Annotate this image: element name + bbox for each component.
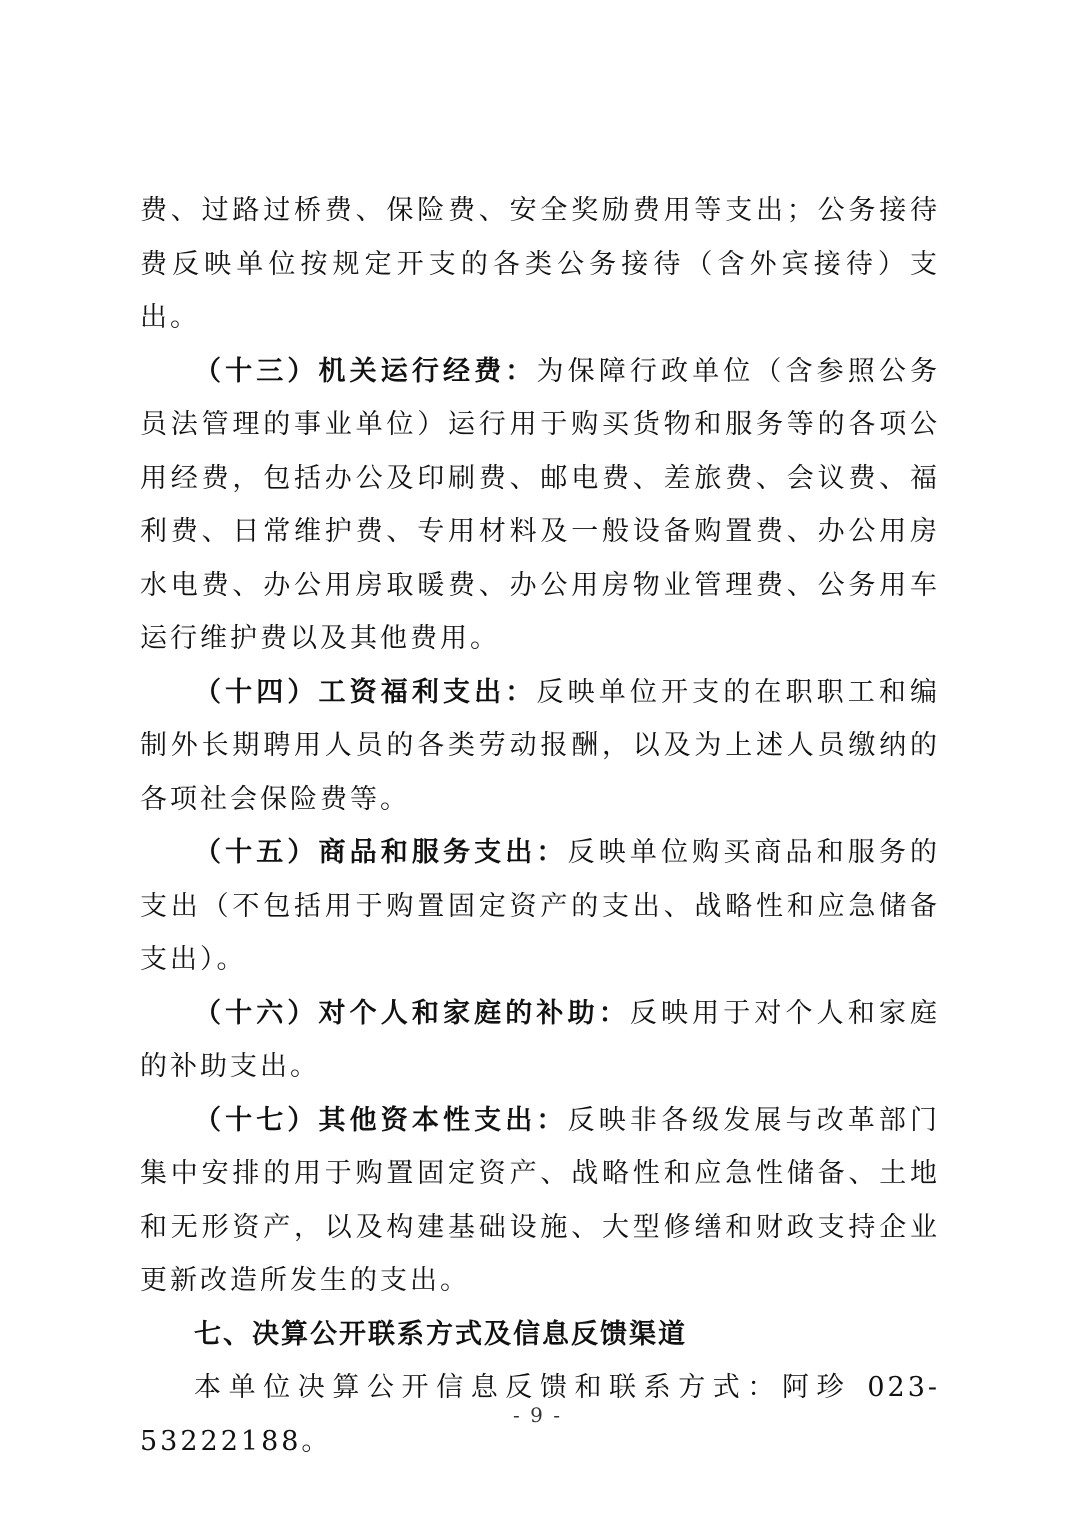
contact-paragraph: 本单位决算公开信息反馈和联系方式：阿珍 023-53222188。 — [140, 1372, 940, 1457]
item-text: 反映单位开支的在职职工和编制外长期聘用人员的各类劳动报酬，以及为上述人员缴纳的各项社会保险费等。 — [140, 676, 941, 815]
item-paragraph-17 — [140, 1094, 940, 1308]
item-text: 反映非各级发展与改革部门集中安排的用于购置固定资产、战略性和应急性储备、土地和无形资产，以及构建基础设施、大型修缮和财政支持企业更新改造所发生的支出。 — [140, 1104, 941, 1296]
item-term: （十七）其他资本性支出： — [194, 1104, 568, 1136]
item-paragraph-13 — [140, 345, 940, 666]
page-number: - 9 - — [513, 1403, 562, 1427]
item-paragraph-14 — [140, 666, 940, 827]
section-heading: 七、决算公开联系方式及信息反馈渠道 — [194, 1318, 687, 1350]
item-paragraph-15 — [140, 826, 940, 987]
item-term: （十四）工资福利支出： — [194, 676, 537, 708]
item-text: 反映单位购买商品和服务的支出（不包括用于购置固定资产的支出、战略性和应急储备支出）。 — [140, 837, 941, 975]
item-term: （十三）机关运行经费： — [194, 355, 537, 387]
item-term: （十六）对个人和家庭的补助： — [194, 997, 630, 1029]
item-term: （十五）商品和服务支出： — [194, 837, 568, 868]
item-text: 为保障行政单位（含参照公务员法管理的事业单位）运行用于购买货物和服务等的各项公用经费，包括办公及印刷费、邮电费、差旅费、会议费、福利费、日常维护费、专用材料及一般设备购置费、办公用房水电费、办公用房取暖费、办公用房物业管理费、公务用车运行维护费以及其他费用。 — [140, 355, 941, 654]
document-body — [140, 184, 940, 1468]
continuation-paragraph: 费、过路过桥费、保险费、安全奖励费用等支出；公务接待费反映单位按规定开支的各类公务接待（含外宾接待）支出。 — [140, 195, 940, 333]
item-paragraph-16 — [140, 987, 940, 1094]
item-text: 反映用于对个人和家庭的补助支出。 — [140, 997, 941, 1082]
